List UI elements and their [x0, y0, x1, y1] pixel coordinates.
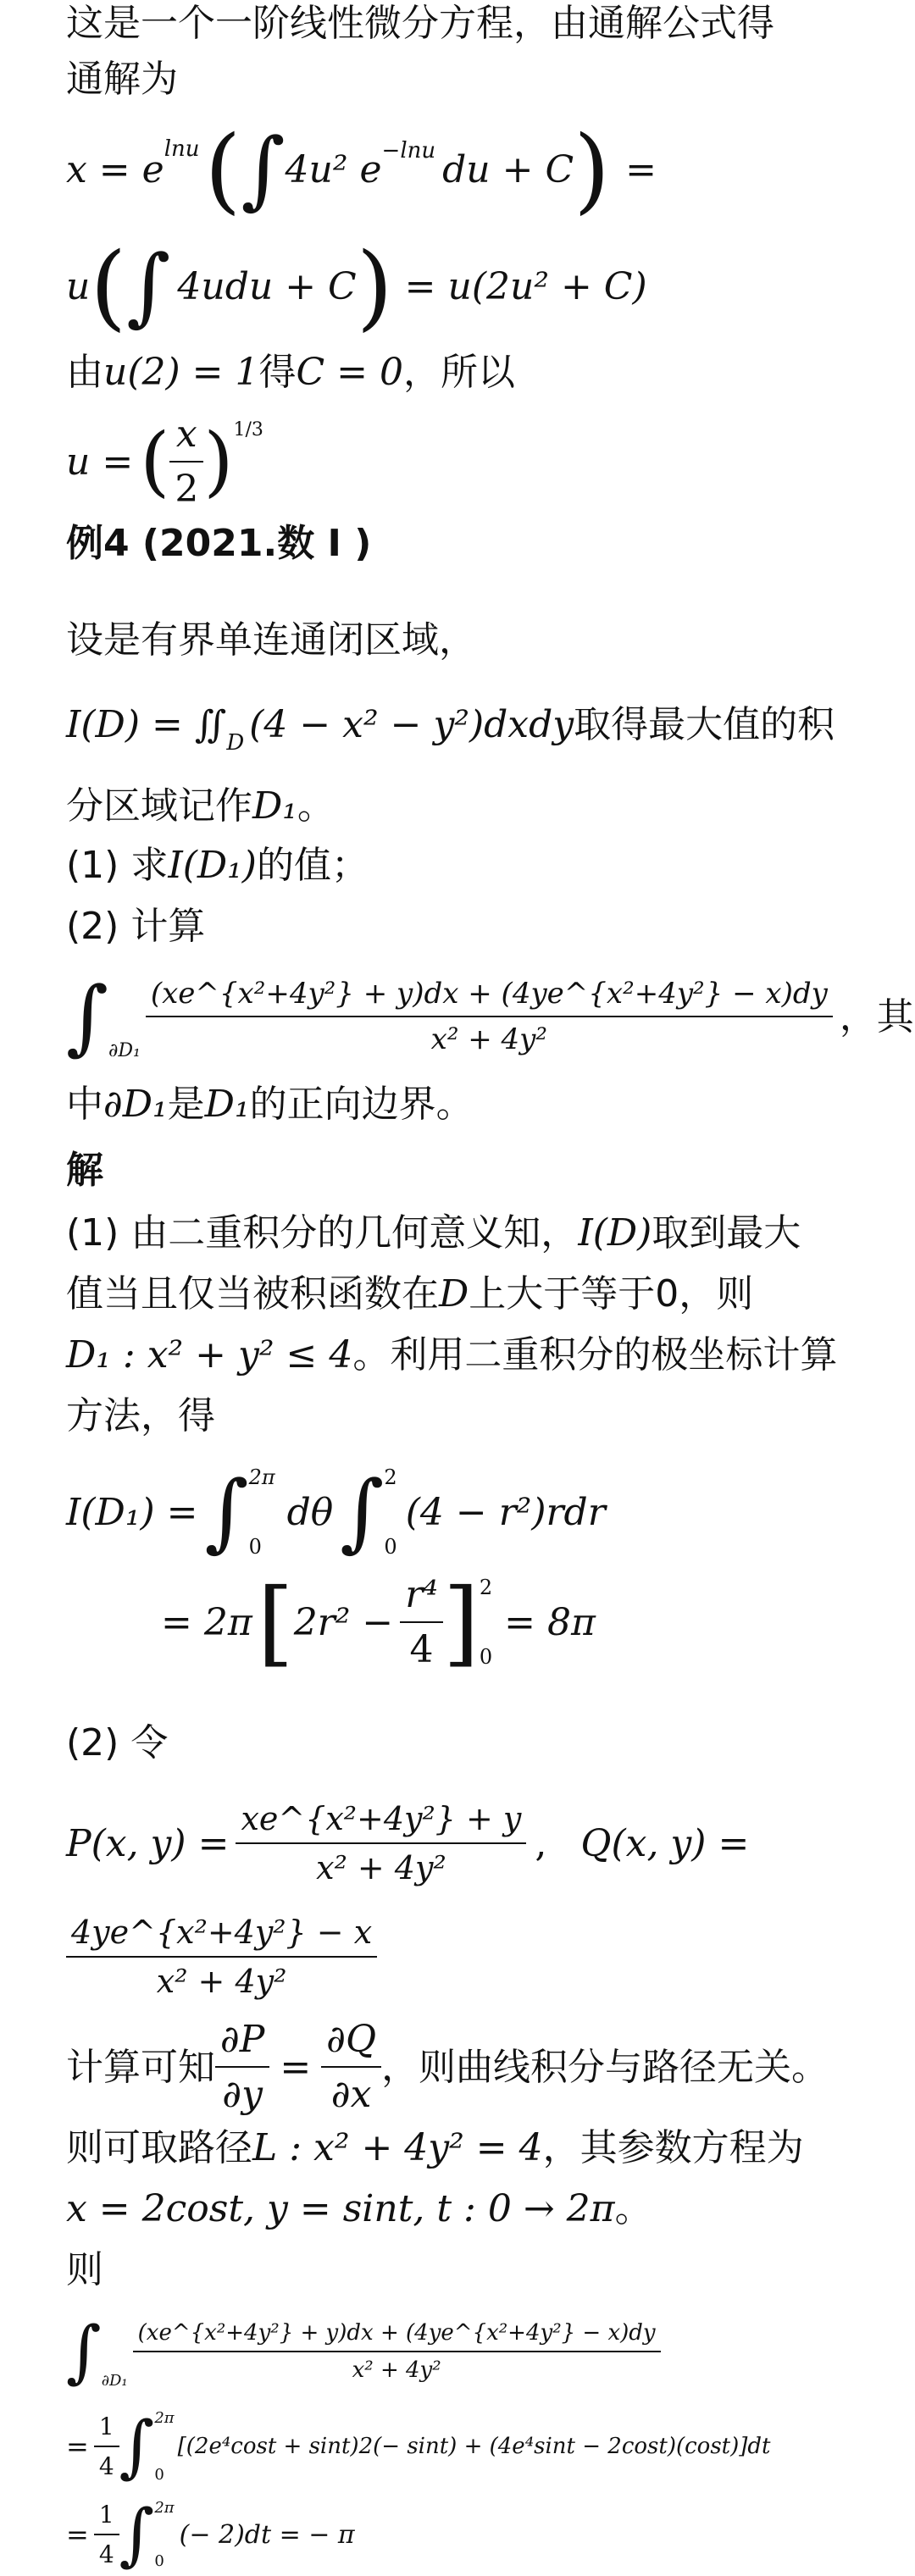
s1-line2-a: 值当且仅当被积函数在 [66, 1272, 439, 1316]
eq2-inner: 4udu + C [177, 264, 357, 308]
step2-den: 4 [98, 2540, 114, 2568]
eq1-lhs: x = e [66, 147, 164, 191]
question-2-line-integral [66, 966, 914, 1067]
final-fraction [133, 2320, 661, 2383]
calc-b: ，则曲线积分与路径无关。 [381, 2045, 829, 2089]
integral-sign: ∫ [204, 1462, 249, 1561]
P-fraction [236, 1800, 526, 1886]
right-bracket: ] [442, 1568, 480, 1676]
Q-lhs: Q(x, y) = [580, 1821, 750, 1865]
eqB-upper: 2 [479, 1576, 493, 1599]
step1-num: 1 [98, 2413, 114, 2440]
fraction-bar [236, 1842, 526, 1844]
path-independence-line [66, 2016, 829, 2118]
eq1-exponent: lnu [164, 136, 200, 162]
integral-sign: ∫ [119, 2495, 155, 2573]
right-paren: ) [356, 232, 393, 341]
q2-line2-math-1: ∂D₁ [103, 1083, 168, 1126]
eqA-limits-2 [384, 1465, 396, 1559]
intro-line-2: 通解为 [66, 58, 178, 101]
problem-line-3-end: 。 [297, 784, 335, 828]
cond-post: ，所以 [403, 351, 515, 394]
question-2-label: (2) 计算 [66, 905, 206, 948]
fraction-bar [321, 2066, 381, 2068]
P-numerator: xe^{x²+4y²} + y [241, 1800, 522, 1837]
eqA-lower-1: 0 [248, 1535, 262, 1559]
question-1 [66, 842, 369, 889]
eqB-b: 2r² − [293, 1600, 394, 1644]
q2-denominator: x² + 4y² [430, 1022, 548, 1056]
s1-line1-math: I(D) [578, 1211, 652, 1255]
eqA-limits-1 [249, 1465, 275, 1559]
fraction-x-over-2 [169, 413, 203, 511]
step2-num: 1 [98, 2501, 114, 2529]
problem-double-integral [66, 678, 835, 771]
fraction-bar [400, 1621, 443, 1623]
cond-expr-2: C = 0 [296, 351, 403, 394]
step2-body: (− 2)dt = − π [179, 2519, 355, 2550]
eqB-denominator: 4 [409, 1628, 434, 1671]
fraction-bar [133, 2351, 661, 2352]
question-2-line-2 [66, 1081, 474, 1127]
P-Q-definitions [66, 1792, 749, 1894]
param-end: 。 [614, 2187, 652, 2230]
fraction-bar [94, 2534, 119, 2535]
separator: , [535, 1821, 547, 1865]
q2-line2-pre: 中 [66, 1083, 103, 1126]
q1-math: I(D₁) [168, 844, 257, 887]
step2-fraction [94, 2501, 119, 2568]
path-line [66, 2125, 804, 2171]
cond-mid: 得 [258, 351, 297, 394]
step1-fraction [94, 2413, 119, 2480]
dQ: ∂Q [326, 2018, 377, 2061]
cond-expr-1: u(2) = 1 [103, 351, 259, 394]
cond-pre: 由 [66, 351, 103, 394]
solution-1-line-3 [66, 1332, 837, 1378]
s1-line3-math: D₁ : x² + y² ≤ 4 [66, 1333, 353, 1377]
P-denominator: x² + 4y² [316, 1849, 446, 1886]
left-paren: ( [90, 232, 127, 341]
dx: ∂x [330, 2073, 372, 2116]
eq3-exponent: 1/3 [233, 418, 263, 440]
q2-line2-math-2: D₁ [204, 1083, 250, 1126]
intro-line-1: 这是一个一阶线性微分方程，由通解公式得 [66, 2, 774, 45]
double-integral-domain: D [226, 730, 245, 756]
step1-eq: = [66, 2430, 89, 2462]
integral-sign: ∫ [119, 2407, 155, 2485]
eq2-u: u [66, 264, 91, 308]
eq3-lhs: u = [66, 440, 134, 484]
dP: ∂P [220, 2018, 265, 2061]
q2-line2-end: 的正向边界。 [249, 1083, 474, 1126]
final-step-1 [66, 2404, 771, 2489]
path-b: ，其参数方程为 [542, 2126, 804, 2169]
P-lhs: P(x, y) = [66, 1821, 230, 1865]
step1-den: 4 [98, 2452, 114, 2480]
s1-line2-math: D [439, 1272, 469, 1316]
q2-fraction [146, 977, 833, 1056]
Q-numerator: 4ye^{x²+4y²} − x [71, 1914, 373, 1951]
frac-denominator: 2 [175, 468, 199, 511]
eqB-lower: 0 [479, 1645, 493, 1669]
eq1-inner-exponent: −lnu [381, 138, 436, 163]
right-paren: ) [574, 115, 611, 224]
problem-line-1: 设是有界单连通闭区域， [66, 618, 476, 662]
equation-solution-u [66, 413, 263, 511]
equation-general-solution [66, 115, 657, 224]
q2-suffix: ，其 [839, 994, 914, 1039]
equation-simplified [66, 232, 647, 341]
eqA-dtheta: dθ [286, 1490, 334, 1534]
polar-integral-result [161, 1567, 596, 1677]
q2-line2-mid: 是 [167, 1083, 205, 1126]
frac-numerator: x [175, 413, 197, 456]
dP-dy [215, 2018, 269, 2116]
example-title: 例4 (2021.数 I ) [66, 522, 372, 565]
fraction-bar [94, 2446, 119, 2447]
eqB-limits [480, 1576, 492, 1669]
step1-body: [(2e⁴cost + sint)2(− sint) + (4e⁴sint − 2cost)(cost)]dt [177, 2434, 771, 2459]
integral-sign: ∫ [66, 2312, 102, 2390]
calc-a: 计算可知 [66, 2045, 215, 2089]
eq1-inner: 4u² e [285, 147, 382, 191]
step2-upper: 2π [154, 2499, 175, 2517]
step2-limits [154, 2499, 174, 2570]
integral-sign: ∫ [340, 1462, 385, 1561]
initial-condition-line [66, 349, 515, 396]
left-paren: ( [204, 115, 241, 224]
final-line-integral [66, 2309, 661, 2394]
step2-eq: = [66, 2518, 89, 2551]
eqA-upper-1: 2π [248, 1465, 275, 1489]
solution-2-label: (2) 令 [66, 1721, 169, 1764]
q1-end: 的值； [256, 844, 369, 887]
Q-fraction [66, 1914, 377, 2000]
fraction-bar [169, 461, 203, 463]
problem-line-3 [66, 783, 335, 829]
eqB-c: = 8π [504, 1600, 596, 1644]
final-numerator: (xe^{x²+4y²} + y)dx + (4ye^{x²+4y²} − x)dy [137, 2320, 656, 2346]
solution-1-line-2 [66, 1271, 753, 1317]
problem-line-3-math: D₁ [252, 784, 297, 828]
dQ-dx [321, 2018, 381, 2116]
parametric-line [66, 2185, 652, 2232]
path-math: L : x² + 4y² = 4 [252, 2126, 543, 2169]
solution-1-line-4: 方法，得 [66, 1394, 215, 1438]
eq2-rhs: = u(2u² + C) [404, 264, 647, 308]
eqB-a: = 2π [161, 1600, 252, 1644]
dy: ∂y [222, 2073, 263, 2116]
q2-numerator: (xe^{x²+4y²} + y)dx + (4ye^{x²+4y²} − x)dy [150, 977, 828, 1011]
fraction-bar [215, 2066, 269, 2068]
s1-line1-a: (1) 由二重积分的几何意义知， [66, 1211, 579, 1255]
s1-line3-b: 。利用二重积分的极坐标计算 [352, 1333, 838, 1377]
eq1-du-c: du + C [442, 147, 574, 191]
double-integral-integrand: (4 − x² − y²)dxdy [249, 702, 574, 746]
eq1-equals: = [625, 147, 657, 191]
fraction-bar [66, 1956, 377, 1958]
fraction-bar [146, 1016, 833, 1017]
eqA-tail: (4 − r²)rdr [405, 1490, 606, 1534]
integral-sign: ∫ [66, 969, 109, 1064]
eqB-fraction [400, 1573, 443, 1671]
left-bracket: [ [257, 1568, 294, 1676]
step1-upper: 2π [154, 2409, 175, 2427]
final-integral-sub: ∂D₁ [101, 2371, 128, 2390]
final-step-2 [66, 2494, 355, 2575]
final-denominator: x² + 4y² [352, 2357, 441, 2383]
Q-denominator: x² + 4y² [156, 1963, 287, 2000]
q2-integral-sub: ∂D₁ [108, 1039, 141, 1061]
solution-1-line-1 [66, 1210, 801, 1256]
step1-lower: 0 [154, 2466, 164, 2484]
solution-title: 解 [66, 1149, 103, 1192]
path-a: 则可取路径 [66, 2126, 252, 2169]
eqB-numerator: r⁴ [405, 1573, 438, 1616]
eqA-upper-2: 2 [384, 1465, 397, 1489]
polar-integral [66, 1457, 606, 1567]
Q-fraction-line [66, 1906, 377, 2008]
integral-sign: ∫ [126, 236, 171, 335]
integral-sign: ∫ [241, 119, 286, 219]
q1-label: (1) 求 [66, 844, 169, 887]
step2-lower: 0 [154, 2552, 164, 2570]
calc-eq: = [280, 2045, 312, 2089]
double-integral-lhs: I(D) = ∬ [66, 702, 227, 746]
step1-limits [154, 2409, 174, 2484]
problem-line-2-suffix: 取得最大值的积 [574, 702, 835, 746]
eqA-lhs: I(D₁) = [66, 1490, 198, 1534]
s1-line2-b: 上大于等于0，则 [469, 1272, 754, 1316]
eqA-lower-2: 0 [384, 1535, 397, 1559]
param-math: x = 2cost, y = sint, t : 0 → 2π [66, 2187, 615, 2230]
left-paren: ( [140, 417, 170, 506]
s1-line1-b: 取到最大 [652, 1211, 801, 1255]
problem-line-3-text: 分区域记作 [66, 784, 252, 828]
then-label: 则 [66, 2248, 103, 2291]
right-paren: ) [203, 417, 234, 506]
